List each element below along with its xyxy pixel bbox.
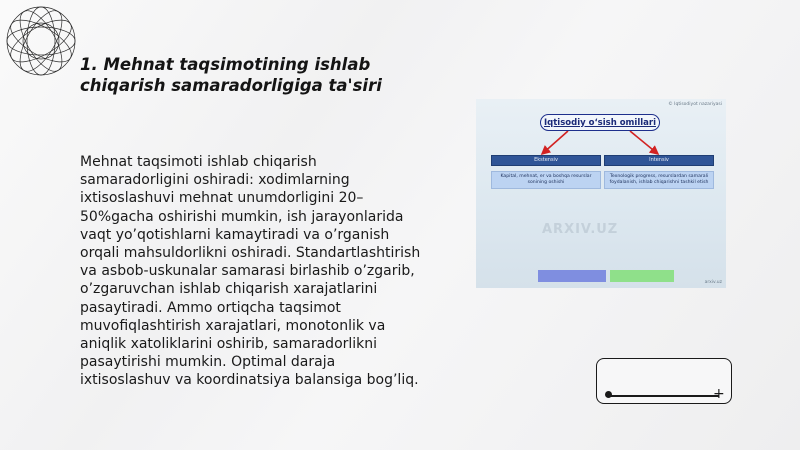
intensive-description: Texnologik progress, resurslardan samarali foydalanish, ishlab chiqarishni tashkil etish xyxy=(604,171,714,189)
intensive-bar: Intensiv xyxy=(604,155,714,166)
slide-title xyxy=(80,54,440,96)
slide-body-text: Mehnat taqsimoti ishlab chiqarish samaradorligini oshiradi: xodimlarning ixtisoslashuvi mehnat unumdorligini 20–50%gacha oshirishi mumkin, ish jarayonlarida vaqt yo’qotishlarni kamaytiradi va o’rganish orqali mahsuldorlikni oshiradi. Standartlashtirish va asbob-uskunalar samarasi birlashib o’zgarib, o’zgaruvchan ishlab chiqarish xarajatlarini pasaytiradi. Ammo ortiqcha taqsimot muvofiqlashtirish xarajatlari, monotonlik va aniqlik xatoliklarini oshirib, samaradorlikni pasaytirishi mumkin. Optimal daraja ixtisoslashuv va koordinatsiya balansiga bog’liq. xyxy=(80,154,421,389)
growth-factors-image xyxy=(476,99,726,288)
spirograph-ornament-icon xyxy=(2,2,80,80)
figure-title: Iqtisodiy o‘sish omillari xyxy=(543,117,656,128)
slider-track[interactable] xyxy=(609,395,719,397)
plus-icon[interactable]: + xyxy=(713,386,725,402)
extensive-bar: Ekstensiv xyxy=(491,155,601,166)
slide-title-line-1: 1. Mehnat taqsimotining ishlab xyxy=(80,55,371,74)
slider-control[interactable] xyxy=(596,358,732,404)
slider-handle[interactable] xyxy=(605,391,612,398)
image-watermark: ARXIV.UZ xyxy=(542,222,619,237)
slide-title-line-2: chiqarish samaradorligiga ta'siri xyxy=(80,76,382,95)
blue-swatch xyxy=(538,270,606,282)
image-caption-bottom: arxiv.uz xyxy=(704,280,722,285)
figure-title-box xyxy=(540,114,660,131)
green-swatch xyxy=(610,270,674,282)
extensive-description: Kapital, mehnat, er va boshqa resurslar sonining oshishi xyxy=(491,171,601,189)
image-caption-top: © Iqtisodiyot nazariyasi xyxy=(668,102,722,107)
